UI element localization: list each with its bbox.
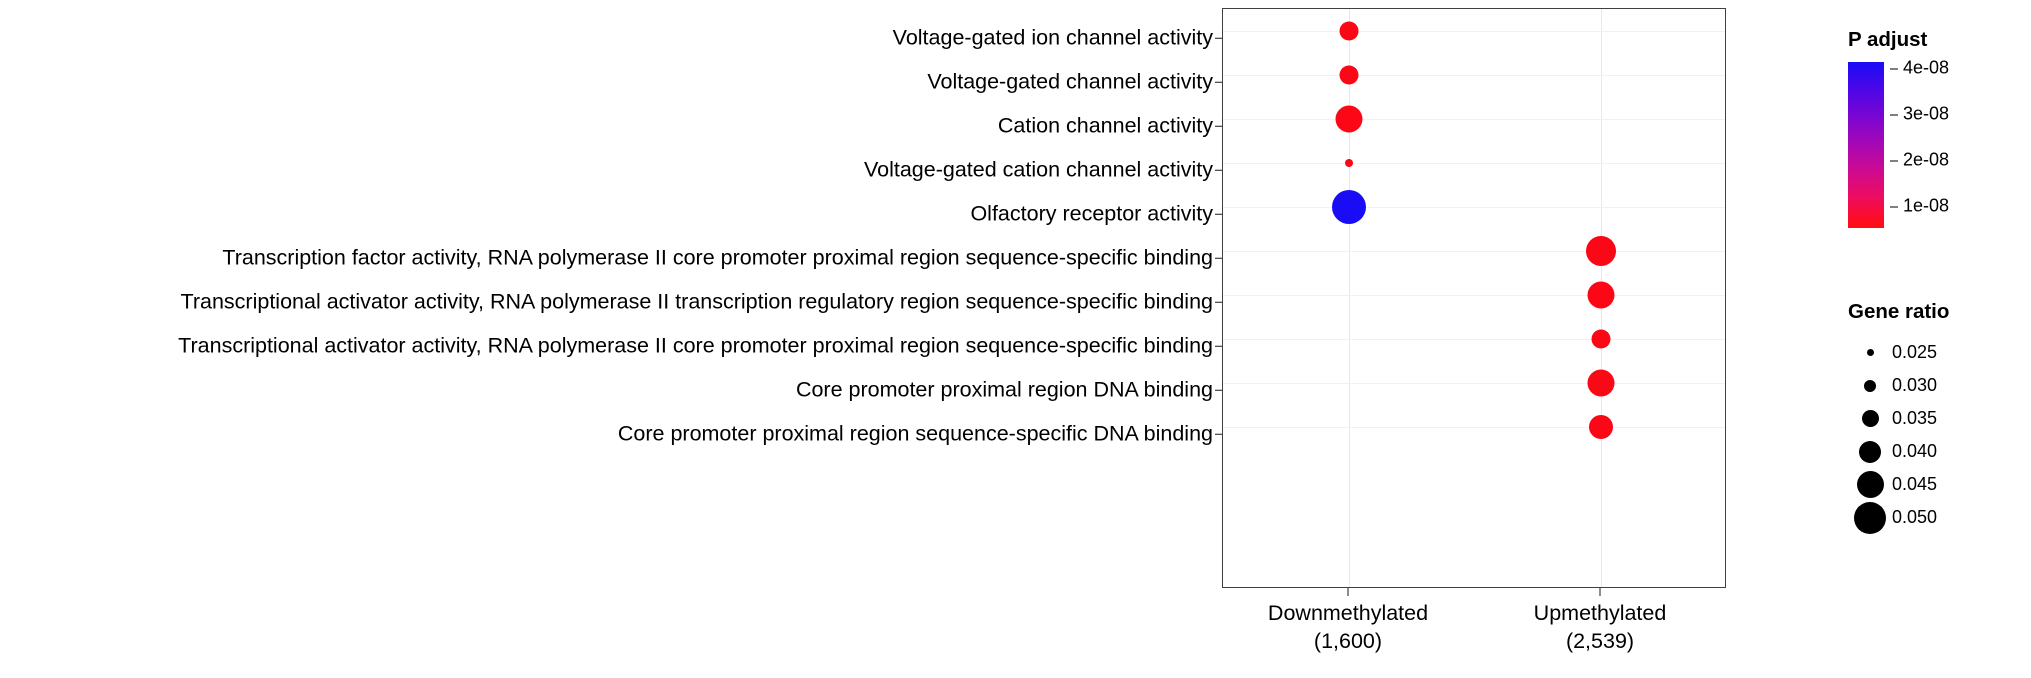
legend-value: 0.040 [1892,441,1938,461]
y-axis-label-text: Transcriptional activator activity, RNA polymerase II core promoter proximal region sequence-specific binding [178,333,1213,358]
gridline-vertical [1349,9,1350,587]
colorbar-tick-label: 2e-08 [1903,149,1950,170]
legend-dot [1857,471,1884,498]
data-point [1588,370,1615,397]
data-point [1586,236,1616,266]
y-axis-label-text: Voltage-gated channel activity [927,69,1213,94]
y-axis-label [178,335,1222,357]
x-axis-label-downmethylated [1268,599,1428,656]
legend-dot-cell [1848,441,1892,463]
legend-item [1848,402,2028,435]
y-axis-label-text: Voltage-gated ion channel activity [892,25,1213,50]
y-axis-label [181,291,1222,313]
colorbar-tick-label: 3e-08 [1903,103,1950,124]
colorbar-tick-dash [1890,68,1898,69]
y-axis-tick [1215,434,1222,435]
legend-value: 0.030 [1892,375,1938,395]
legend-p-adjust-title: P adjust [1848,28,1928,51]
plot-panel [1222,8,1726,588]
legend-dot [1854,502,1886,534]
colorbar-tick-dash [1890,160,1898,161]
y-axis-tick [1215,126,1222,127]
x-axis-count-text: (2,539) [1565,629,1635,654]
gridline-horizontal [1223,295,1725,296]
legend-dot-cell [1848,380,1892,392]
gridline-horizontal [1223,31,1725,32]
y-axis-label [998,115,1222,137]
legend-gene-ratio-title: Gene ratio [1848,300,1950,323]
x-axis-label-text: Upmethylated [1533,601,1667,625]
y-axis-tick [1215,346,1222,347]
y-axis-label-text: Olfactory receptor activity [970,201,1213,226]
y-axis-label-text: Core promoter proximal region sequence-specific DNA binding [617,421,1213,446]
gridline-horizontal [1223,163,1725,164]
colorbar-tick-dash [1890,114,1898,115]
legend-dot [1862,410,1879,427]
gridline-horizontal [1223,119,1725,120]
colorbar-tick [1890,150,1949,171]
y-axis-label-text: Transcriptional activator activity, RNA polymerase II transcription regulatory region sequence-specific binding [180,289,1213,314]
y-axis-tick [1215,302,1222,303]
gridline-horizontal [1223,339,1725,340]
legend-colorbar [1848,62,1884,228]
y-axis-label [222,247,1222,269]
y-axis-tick [1215,258,1222,259]
legend-gene-ratio [1848,300,2028,534]
legend-p-adjust [1848,28,2028,59]
data-point [1588,282,1615,309]
colorbar-tick [1890,196,1949,217]
x-axis-label-text: Downmethylated [1267,601,1429,625]
data-point [1332,190,1366,224]
y-axis-tick [1215,170,1222,171]
y-axis-tick [1215,214,1222,215]
legend-dot-cell [1848,471,1892,498]
legend-item [1848,369,2028,402]
colorbar-gradient [1848,62,1884,228]
x-axis-tick [1600,588,1601,596]
y-axis-tick [1215,38,1222,39]
y-axis-labels [0,8,1222,588]
y-axis-label [864,159,1222,181]
colorbar-tick-dash [1890,206,1898,207]
y-axis-label-text: Voltage-gated cation channel activity [863,157,1213,182]
legend-item [1848,336,2028,369]
legend-dot-cell [1848,349,1892,356]
legend-value: 0.050 [1892,507,1938,527]
data-point [1340,66,1359,85]
colorbar-tick [1890,104,1949,125]
y-axis-label-text: Cation channel activity [997,113,1213,138]
x-axis-count-text: (1,600) [1313,629,1383,654]
colorbar-tick-label: 1e-08 [1903,195,1950,216]
legend-value: 0.025 [1892,342,1938,362]
data-point [1345,159,1353,167]
y-axis-label-text: Core promoter proximal region DNA binding [795,377,1213,402]
y-axis-label [927,71,1222,93]
gridline-horizontal [1223,383,1725,384]
legend-item [1848,435,2028,468]
gridline-horizontal [1223,207,1725,208]
legend-dot-cell [1848,410,1892,427]
data-point [1336,106,1363,133]
data-point [1592,330,1611,349]
x-axis-tick [1348,588,1349,596]
legend-dot [1864,380,1876,392]
y-axis-tick [1215,390,1222,391]
legend-value: 0.035 [1892,408,1938,428]
colorbar-tick [1890,58,1949,79]
y-axis-label [618,423,1222,445]
legend-item [1848,501,2028,534]
y-axis-label-text: Transcription factor activity, RNA polymerase II core promoter proximal region sequence-specific binding [222,245,1213,270]
colorbar-tick-label: 4e-08 [1903,57,1950,78]
legend-colorbar-ticks [1890,57,2020,228]
gridline-horizontal [1223,427,1725,428]
gridline-horizontal [1223,251,1725,252]
y-axis-label [796,379,1222,401]
legend-value: 0.045 [1892,474,1938,494]
legend-dot-cell [1848,502,1892,534]
x-axis [1222,588,1726,668]
legend-dot [1859,441,1881,463]
y-axis-label [970,203,1222,225]
y-axis-tick [1215,82,1222,83]
gridline-horizontal [1223,75,1725,76]
data-point [1589,415,1613,439]
legend-dot [1867,349,1874,356]
x-axis-label-upmethylated [1534,599,1667,656]
data-point [1340,22,1359,41]
y-axis-label [893,27,1222,49]
legend-item [1848,468,2028,501]
